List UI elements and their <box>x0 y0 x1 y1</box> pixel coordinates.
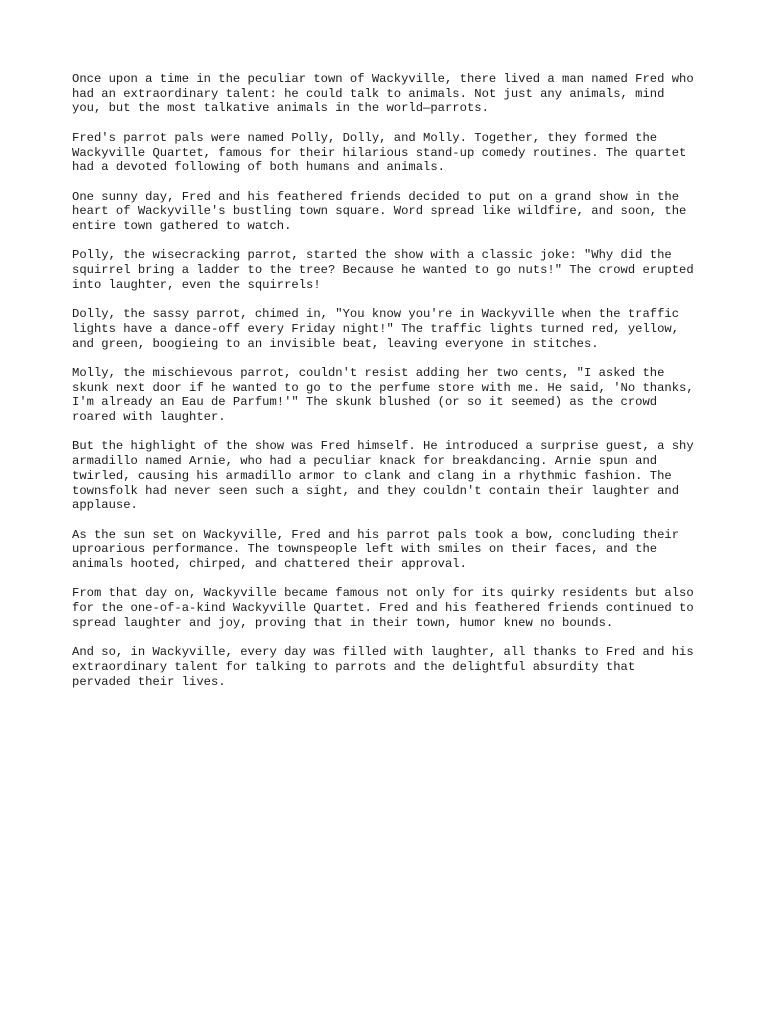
paragraph-8: As the sun set on Wackyville, Fred and his parrot pals took a bow, concluding their uproarious performance. The townspeople left with smiles on their faces, and the animals hooted, chirped, and chattered their approval. <box>72 527 680 572</box>
paragraph-7: But the highlight of the show was Fred himself. He introduced a surprise guest, a shy armadillo named Arnie, who had a peculiar knack for breakdancing. Arnie spun and twirled, causing his armadillo armor to clank and clang in a rhythmic fashion. The townsfolk had never seen such a sight, and they couldn't contain their laughter and applause. <box>72 439 694 513</box>
paragraph-10: And so, in Wackyville, every day was filled with laughter, all thanks to Fred and his extraordinary talent for talking to parrots and the delightful absurdity that pervaded their lives. <box>72 645 694 689</box>
paragraph-3: One sunny day, Fred and his feathered friends decided to put on a grand show in the heart of Wackyville's bustling town square. Word spread like wildfire, and soon, the entire town gathered to watch. <box>72 189 687 233</box>
paragraph-9: From that day on, Wackyville became famous not only for its quirky residents but also for the one-of-a-kind Wackyville Quartet. Fred and his feathered friends continued to spread laughter and joy, proving that in their town, humor knew no bounds. <box>72 586 694 630</box>
paragraph-1: Once upon a time in the peculiar town of Wackyville, there lived a man named Fred who had an extraordinary talent: he could talk to animals. Not just any animals, mind you, but the most talkative animals in the world—parrots. <box>72 72 694 116</box>
paragraph-6: Molly, the mischievous parrot, couldn't resist adding her two cents, "I asked the skunk next door if he wanted to go to the perfume store with me. He said, 'No thanks, I'm already an Eau de Parfum!'" The skunk blushed (or so it seemed) as the crowd roared with laughter. <box>72 365 694 425</box>
document-body <box>72 72 698 704</box>
paragraph-4: Polly, the wisecracking parrot, started the show with a classic joke: "Why did the squirrel bring a ladder to the tree? Because he wanted to go nuts!" The crowd erupted into laughter, even the squirrels! <box>72 248 694 292</box>
paragraph-5: Dolly, the sassy parrot, chimed in, "You know you're in Wackyville when the traffic lights have a dance-off every Friday night!" The traffic lights turned red, yellow, and green, boogieing to an invisible beat, leaving everyone in stitches. <box>72 307 680 351</box>
paragraph-2: Fred's parrot pals were named Polly, Dolly, and Molly. Together, they formed the Wackyville Quartet, famous for their hilarious stand-up comedy routines. The quartet had a devoted following of both humans and animals. <box>72 130 687 175</box>
